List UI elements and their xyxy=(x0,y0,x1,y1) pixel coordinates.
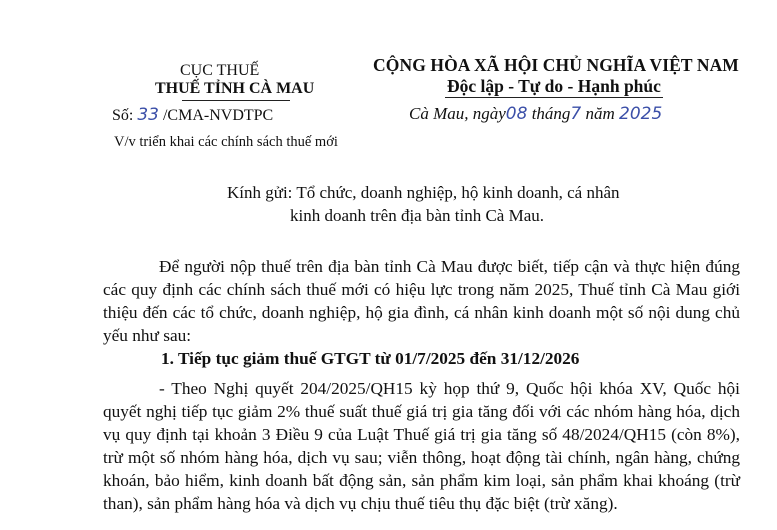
place-and-date xyxy=(409,104,662,124)
document-subject: V/v triển khai các chính sách thuế mới xyxy=(114,134,338,150)
date-month-label: tháng xyxy=(531,104,571,123)
section-1-heading: 1. Tiếp tục giảm thuế GTGT từ 01/7/2025 đến 31/12/2026 xyxy=(161,349,580,368)
agency-underline xyxy=(182,100,290,101)
date-place: Cà Mau, ngày xyxy=(409,104,506,123)
issuing-agency: THUẾ TỈNH CÀ MAU xyxy=(155,80,315,97)
date-year: 2025 xyxy=(619,104,663,124)
recipients-line-1: Kính gửi: Tổ chức, doanh nghiệp, hộ kinh doanh, cá nhân xyxy=(227,183,620,202)
document-number xyxy=(112,105,273,125)
date-month: 7 xyxy=(570,104,582,124)
recipients-line-2: kinh doanh trên địa bàn tỉnh Cà Mau. xyxy=(290,206,545,225)
section-1-paragraph: - Theo Nghị quyết 204/2025/QH15 kỳ họp thứ 9, Quốc hội khóa XV, Quốc hội quyết nghị tiếp tục giảm 2% thuế suất thuế giá trị gia tăng đối với các nhóm hàng hóa, dịch vụ quy định tại khoản 3 Điều 9 của Luật Thuế giá trị gia tăng số 48/2024/QH15 (còn 8%), trừ một số nhóm hàng hóa, dịch vụ sau; viễn thông, hoạt động tài chính, ngân hàng, chứng khoán, bảo hiểm, kinh doanh bất động sản, sản phẩm kim loại, sản phẩm khai khoáng (trừ than), sản phẩm hàng hóa và dịch vụ chịu thuế tiêu thụ đặc biệt (trừ xăng). xyxy=(103,379,740,513)
doc-number-prefix: Số: xyxy=(112,107,134,124)
intro-paragraph: Để người nộp thuế trên địa bàn tỉnh Cà Mau được biết, tiếp cận và thực hiện đúng các quy định các chính sách thuế mới có hiệu lực trong năm 2025, Thuế tỉnh Cà Mau giới thiệu đến các tổ chức, doanh nghiệp, hộ gia đình, cá nhân kinh doanh một số nội dung chủ yếu như sau: xyxy=(103,257,740,345)
date-year-label: năm xyxy=(585,104,615,123)
doc-number-suffix: /CMA-NVDTPC xyxy=(162,107,274,124)
doc-number-handwritten: 33 xyxy=(137,105,159,125)
national-motto: Độc lập - Tự do - Hạnh phúc xyxy=(447,76,661,96)
national-title: CỘNG HÒA XÃ HỘI CHỦ NGHĨA VIỆT NAM xyxy=(373,55,739,75)
motto-underline xyxy=(445,97,663,98)
issuing-agency-parent: CỤC THUẾ xyxy=(180,62,260,79)
date-day: 08 xyxy=(505,104,528,124)
